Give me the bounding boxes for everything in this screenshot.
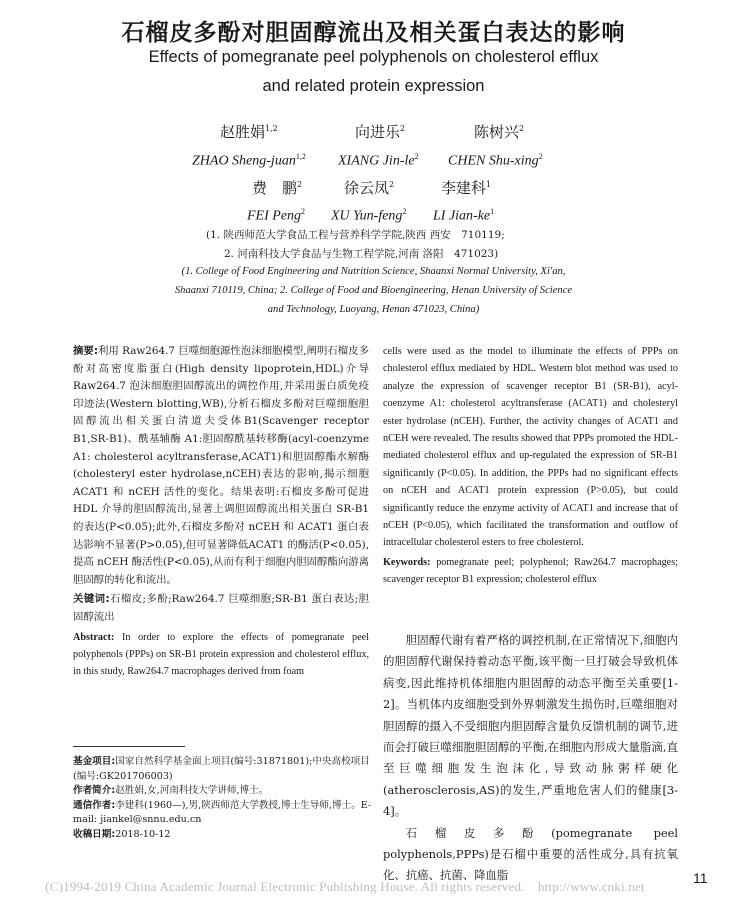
paper-title-en-line2: and related protein expression	[262, 77, 485, 95]
abstract-cn	[73, 343, 369, 681]
footnotes	[73, 755, 373, 843]
body-paragraph: 石榴皮多酚(pomegranate peel polyphenols,PPPs)是石榴中重要的活性成分,具有抗氧化、抗癌、抗菌、降血脂	[383, 825, 678, 883]
keywords-en-label: Keywords:	[383, 556, 431, 568]
author-cn: 费 鹏$^2$	[252, 179, 303, 197]
body-paragraph: 胆固醇代谢有着严格的调控机制,在正常情况下,细胞内的胆固醇代谢保持着动态平衡,该平衡一旦打破会导致机体病变,因此维持机体细胞内胆固醇的动态平衡至关重要[1-2]。当机体内皮细胞受到外界刺激发生损伤时,巨噬细胞对胆固醇的摄入不受细胞内胆固醇含量负反馈机制的调节,进而会打破巨噬细胞胆固醇的平衡,在细胞内形成大量脂滴,直至巨噬细胞发生泡沫化,导致动脉粥样硬化(atherosclerosis,AS)的发生,严重地危害人们的健康[3-4]。	[383, 633, 678, 819]
author-en: LI Jian-$ke^1$	[433, 207, 495, 224]
abstract-cn-label: 摘要:	[73, 345, 98, 357]
affiliation-en-line: and Technology, Luoyang, Henan 471023, China)	[267, 304, 480, 315]
body-text	[383, 630, 678, 887]
author-cn: 李建科$^1$	[441, 179, 492, 197]
abstract-en-continued	[383, 343, 678, 589]
keywords-cn-label: 关键词:	[73, 593, 110, 606]
footnote-divider	[73, 746, 185, 747]
keywords-cn-text: 石榴皮;多酚;Raw264.7 巨噬细胞;SR-B1 蛋白表达;胆固醇流出	[73, 593, 369, 623]
author-en: CHEN Shu-xing$^2$	[448, 152, 543, 169]
affiliation-cn-line: (1. 陕西师范大学食品工程与营养科学学院,陕西 西安 710119;	[206, 229, 505, 241]
affiliation-cn-line: 2. 河南科技大学食品与生物工程学院,河南 洛阳 471023)	[224, 248, 499, 260]
abstract-cn-text: 利用 Raw264.7 巨噬细胞源性泡沫细胞模型,阐明石榴皮多酚对高密度脂蛋白(High density lipoprotein,HDL)介导 Raw264.7 泡沫细胞胆固醇流出的调控作用,并采用蛋白质免疫印迹法(Western blotting,WB),分析石榴皮多酚对巨噬细胞胆固醇流出相关蛋白清道夫受体B1(Scavenger receptor B1,SR-B1)、酰基辅酶 A1:胆固醇酰基转移酶(acyl-coenzyme A1: cholesterol acyltransferase,ACAT1)和胆固醇酯水解酶(cholesteryl ester hydrolase,nCEH)表达的影响,揭示细胞 ACAT1 和 nCEH 活性的变化。结果表明:石榴皮多酚可促进 HDL 介导的胆固醇流出,显著上调胆固醇流出相关蛋白 SR-B1 的表达(P<0.05);此外,石榴皮多酚对 nCEH 和 ACAT1 蛋白表达影响不显著(P>0.05),但可显著降低ACAT1 的酶活(P<0.05),提高 nCEH 酶活性(P<0.05),从而有利于细胞内胆固醇酯向游离胆固醇的转化和流出。	[73, 345, 370, 586]
affiliation-en-line: (1. College of Food Engineering and Nutrition Science, Shaanxi Normal University, Xi'an,	[181, 266, 566, 277]
author-cn: 陈树兴$^2$	[474, 123, 525, 141]
author-en: XU Yun-feng$^2$	[331, 207, 407, 224]
footnote-received-date: 收稿日期:2018-10-12	[73, 828, 171, 840]
author-cn: 向进乐$^2$	[355, 123, 406, 141]
abstract-en-text-right: cells were used as the model to illuminate the effects of PPPs on cholesterol efflux mediated by HDL. Western blot method was used to analyze the expression of scavenger receptor B1 (SR-B1), acyl-coenzyme A1: cholesterol acyltransferase (ACAT1) and cholesteryl ester hydrolase (nCEH). Further, the activity changes of ACAT1 and nCEH were revealed. The results showed that PPPs promoted the HDL-mediated cholesterol efflux and up-regulated the expression of SR-B1 significantly (P<0.05). In addition, the PPPs had no significant effects on nCEH and ACAT1 protein expression (P>0.05), but could significantly reduce the enzyme activity of ACAT1 and increase that of nCEH (P<0.05), which facilitated the transformation and outflow of intracellular cholesterol esters to free cholesterol.	[383, 346, 678, 549]
paper-title-cn: 石榴皮多酚对胆固醇流出及相关蛋白表达的影响	[121, 20, 626, 46]
author-en: ZHAO Sheng-juan$^{1,2}$	[192, 152, 306, 169]
abstract-en-text-left: In order to explore the effects of pomegranate peel polyphenols (PPPs) on SR-B1 protein expression and cholesterol efflux, in this study, Raw264.7 macrophages derived from foam	[73, 631, 369, 678]
author-cn: 赵胜娟$^{1,2}$	[220, 123, 278, 141]
abstract-en-label: Abstract:	[73, 631, 115, 643]
footnote-corresponding-author: 通信作者:李建科(1960—),男,陕西师范大学教授,博士生导师,博士。E-mail: jiankel@snnu.edu.cn	[73, 799, 372, 826]
author-en: FEI Peng$^2$	[247, 207, 306, 224]
author-en: XIANG Jin-$le^2$	[338, 152, 419, 169]
footnote-funding: 基金项目:国家自然科学基金面上项目(编号:31871801);中央高校项目(编号:GK201706003)	[73, 756, 370, 782]
author-cn: 徐云凤$^2$	[344, 179, 395, 197]
affiliation-en-line: Shaanxi 710119, China; 2. College of Food and Bioengineering, Henan University of Science	[174, 285, 573, 296]
page-number: 11	[693, 870, 708, 886]
footnote-author-bio: 作者简介:赵胜娟,女,河南科技大学讲师,博士。	[73, 785, 269, 797]
keywords-en-text: pomegranate peel; polyphenol; Raw264.7 macrophages; scavenger receptor B1 expression; cholesterol efflux	[383, 556, 678, 586]
copyright-footer: (C)1994-2019 China Academic Journal Electronic Publishing House. All rights reserved. http://www.cnki.net	[45, 879, 645, 894]
paper-title-en-line1: Effects of pomegranate peel polyphenols on cholesterol efflux	[148, 48, 599, 66]
